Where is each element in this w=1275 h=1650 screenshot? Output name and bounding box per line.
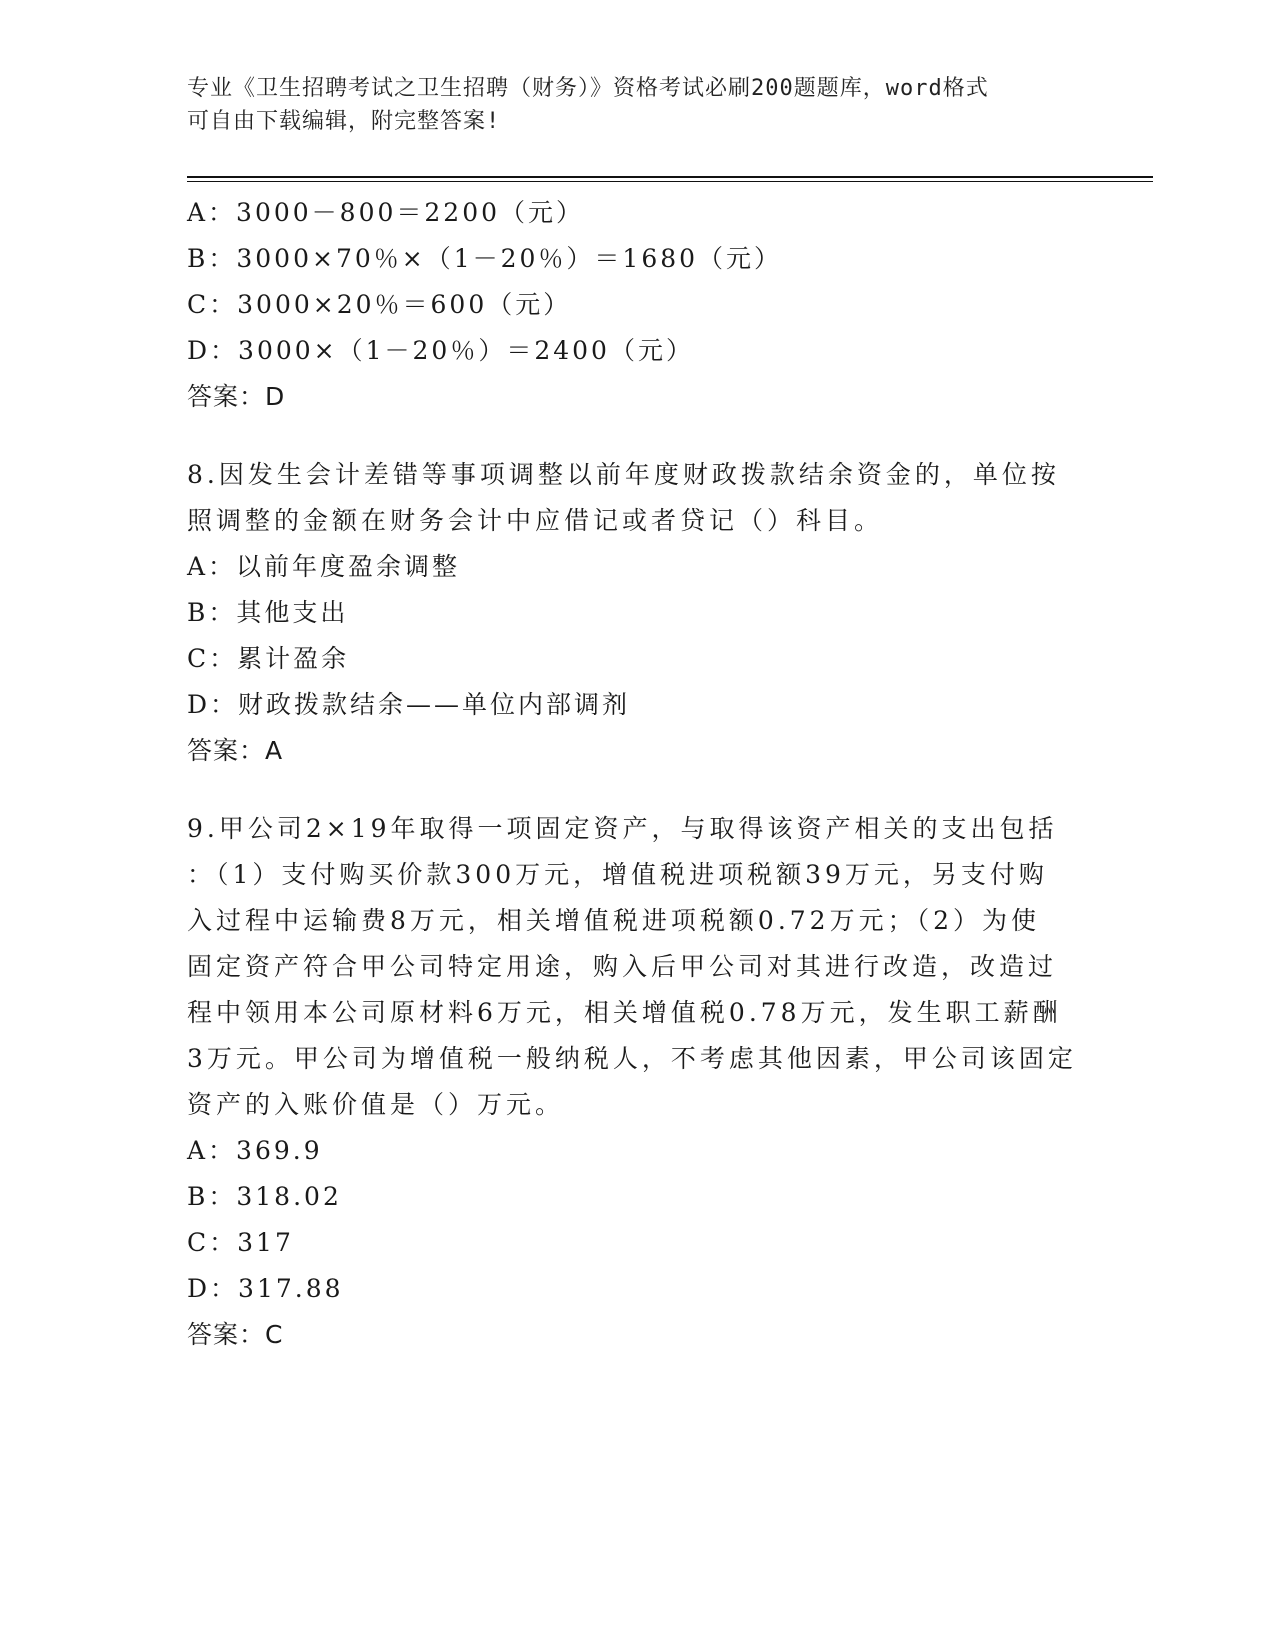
document-header [187,72,1087,138]
question-9 [187,806,1087,1358]
answer-line: 答案：D [187,382,286,411]
option-c: C：累计盈余 [187,644,350,673]
option-a: A：369.9 [187,1136,323,1165]
question-stem-line: ：（1）支付购买价款300万元，增值税进项税额39万元，另支付购 [187,860,1048,889]
question-stem-line: 入过程中运输费8万元，相关增值税进项税额0.72万元；（2）为使 [187,906,1040,935]
spacer [187,420,1087,452]
option-b: B：318.02 [187,1182,342,1211]
question-8 [187,452,1087,774]
header-divider-thick [187,176,1153,178]
option-d: D：317.88 [187,1274,344,1303]
question-stem-line: 8.因发生会计差错等事项调整以前年度财政拨款结余资金的，单位按 [187,460,1060,489]
header-title-line-2: 可自由下载编辑，附完整答案! [187,109,501,134]
option-b: B：3000×70％×（1－20％）＝1680（元） [187,244,783,273]
question-stem-line: 9.甲公司2×19年取得一项固定资产，与取得该资产相关的支出包括 [187,814,1058,843]
question-stem-line: 固定资产符合甲公司特定用途，购入后甲公司对其进行改造，改造过 [187,952,1058,981]
question-stem-line: 资产的入账价值是（）万元。 [187,1090,565,1119]
answer-line: 答案：C [187,1320,284,1349]
answer-line: 答案：A [187,736,284,765]
option-c: C：317 [187,1228,294,1257]
option-b: B：其他支出 [187,598,349,627]
option-a: A：以前年度盈余调整 [187,552,461,581]
header-divider-thin [187,181,1153,182]
option-c: C：3000×20％＝600（元） [187,290,572,319]
spacer [187,774,1087,806]
option-a: A：3000－800＝2200（元） [187,198,585,227]
option-d: D：3000×（1－20％）＝2400（元） [187,336,694,365]
question-stem-line: 程中领用本公司原材料6万元，相关增值税0.78万元，发生职工薪酬 [187,998,1062,1027]
question-7-continued [187,190,1087,420]
question-stem-line: 3万元。甲公司为增值税一般纳税人，不考虑其他因素，甲公司该固定 [187,1044,1077,1073]
header-title-line-1: 专业《卫生招聘考试之卫生招聘（财务）》资格考试必刷200题题库，word格式 [187,76,989,101]
option-d: D：财政拨款结余——单位内部调剂 [187,690,631,719]
question-stem-line: 照调整的金额在财务会计中应借记或者贷记（）科目。 [187,506,884,535]
question-list [187,190,1087,1358]
